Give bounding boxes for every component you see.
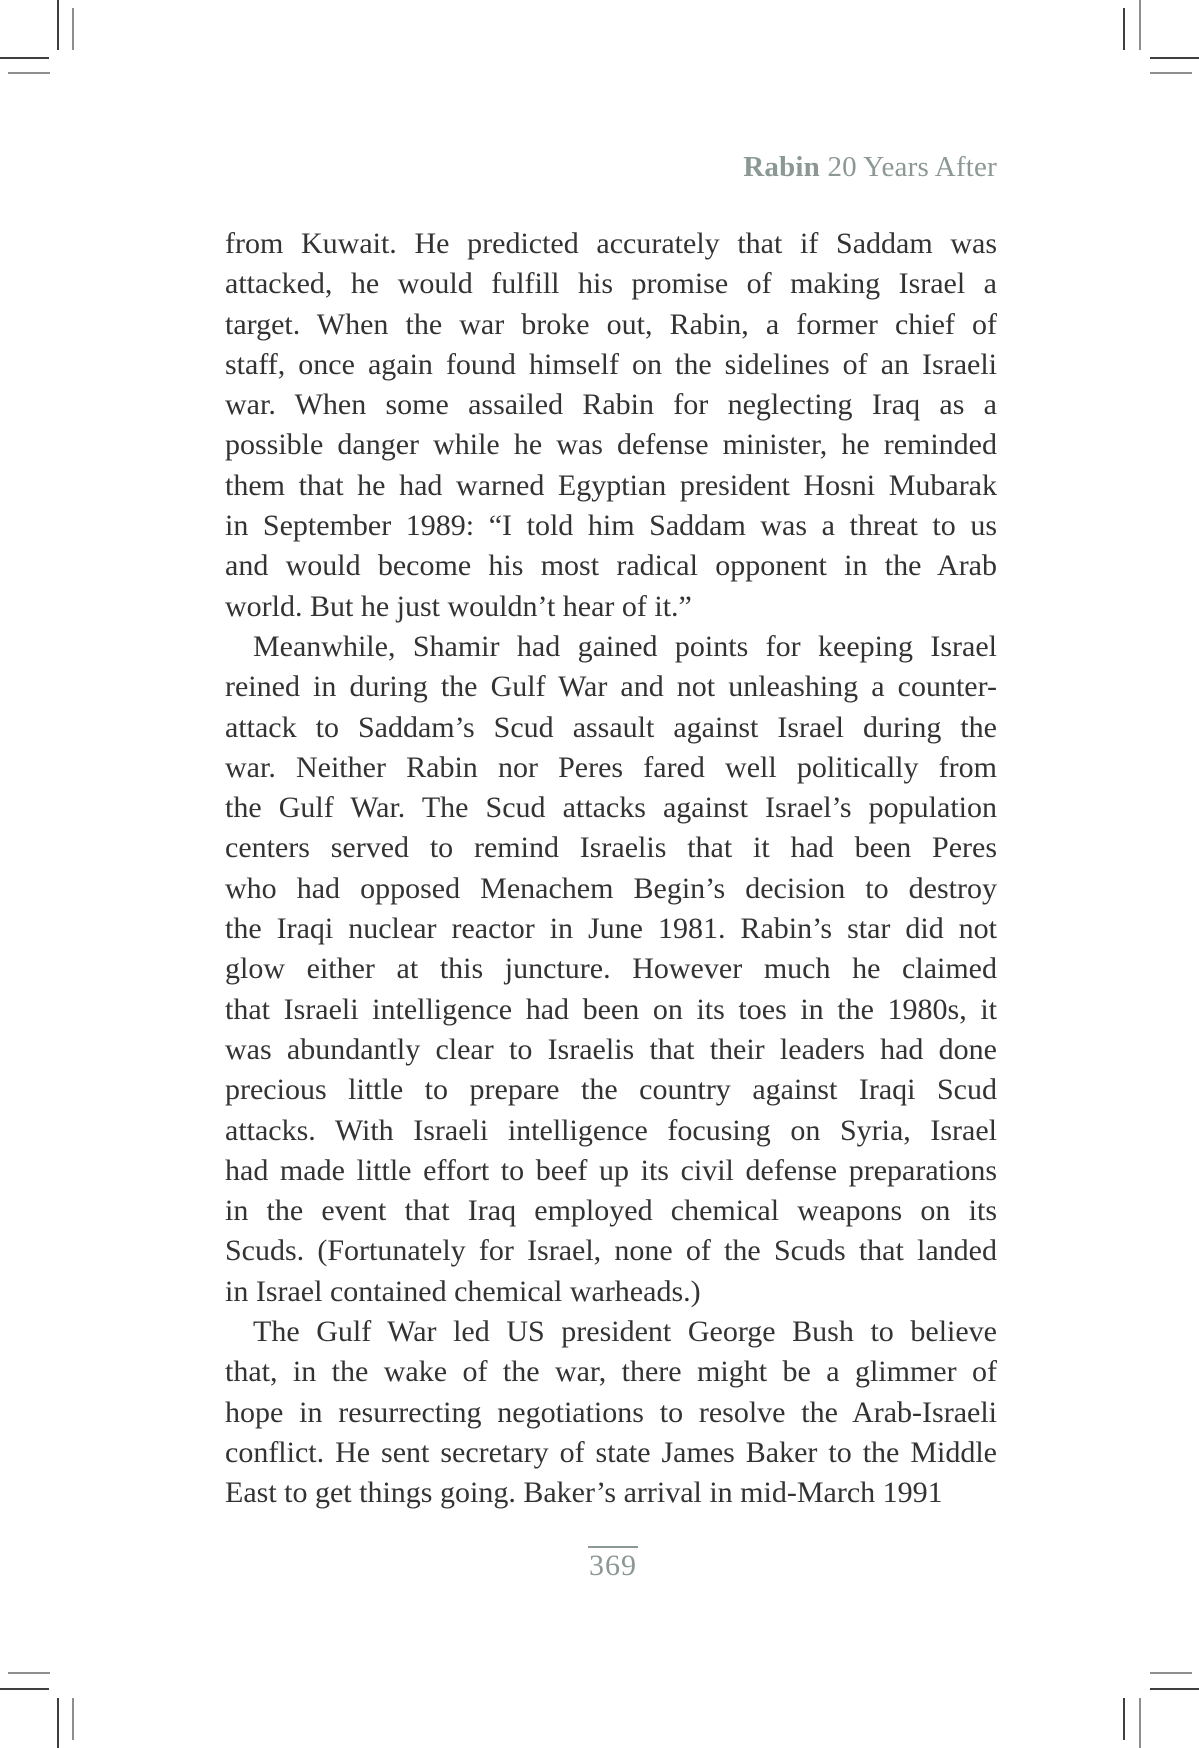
crop-mark — [1150, 57, 1199, 59]
text-line: glow either at this juncture. However much he claimed — [225, 952, 997, 986]
text-line: war. When some assailed Rabin for neglecting Iraq as a — [225, 388, 997, 422]
text-line: who had opposed Menachem Begin’s decision to destroy — [225, 871, 997, 905]
text-line: possible danger while he was defense minister, he reminded — [225, 428, 997, 462]
text-line: and would become his most radical opponent in the Arab — [225, 549, 997, 583]
text-line: staff, once again found himself on the sidelines of an Israeli — [225, 347, 997, 381]
text-line: target. When the war broke out, Rabin, a former chief of — [225, 307, 997, 341]
text-line: precious little to prepare the country against Iraqi Scud — [225, 1073, 997, 1107]
crop-mark — [0, 57, 49, 59]
text-line: the Iraqi nuclear reactor in June 1981. Rabin’s star did not — [225, 912, 997, 946]
text-line: from Kuwait. He predicted accurately that if Saddam was — [225, 227, 997, 260]
text-line: reined in during the Gulf War and not unleashing a counter- — [225, 670, 997, 704]
text-line: in Israel contained chemical warheads.) — [225, 1274, 701, 1308]
text-line: hope in resurrecting negotiations to resolve the Arab-Israeli — [225, 1395, 997, 1429]
text-line: in September 1989: “I told him Saddam was a threat to us — [225, 509, 997, 543]
page-number: 369 — [589, 1549, 637, 1582]
text-line: that, in the wake of the war, there might be a glimmer of — [225, 1355, 997, 1389]
text-line: was abundantly clear to Israelis that their leaders had done — [225, 1032, 997, 1066]
running-head — [225, 150, 997, 184]
crop-mark — [57, 1698, 59, 1748]
crop-mark — [1123, 8, 1125, 50]
text-line: East to get things going. Baker’s arrival in mid-March 1991 — [225, 1476, 943, 1510]
crop-mark — [1139, 0, 1141, 50]
crop-mark — [57, 0, 59, 50]
body-text — [225, 224, 997, 1514]
text-line: the Gulf War. The Scud attacks against Israel’s population — [225, 791, 997, 825]
crop-mark — [8, 1672, 50, 1674]
text-line: The Gulf War led US president George Bush to believe — [253, 1315, 997, 1349]
text-line: attack to Saddam’s Scud assault against Israel during the — [225, 710, 997, 744]
folio — [227, 1546, 999, 1581]
crop-mark — [1139, 1698, 1141, 1748]
text-line: war. Neither Rabin nor Peres fared well politically from — [225, 750, 997, 784]
text-line: Meanwhile, Shamir had gained points for keeping Israel — [253, 629, 997, 663]
running-head-subtitle: 20 Years After — [820, 151, 997, 183]
text-line: them that he had warned Egyptian president Hosni Mubarak — [225, 468, 997, 502]
text-line: that Israeli intelligence had been on its toes in the 1980s, it — [225, 992, 997, 1026]
paragraph-1 — [225, 224, 997, 627]
crop-mark — [1150, 72, 1192, 74]
crop-mark — [1150, 1672, 1192, 1674]
text-line: attacks. With Israeli intelligence focusing on Syria, Israel — [225, 1113, 997, 1147]
crop-mark — [1150, 1688, 1199, 1690]
text-line: centers served to remind Israelis that it had been Peres — [225, 831, 997, 865]
paragraph-2 — [225, 627, 997, 1312]
running-head-book-title: Rabin — [743, 151, 820, 183]
text-line: attacked, he would fulfill his promise of making Israel a — [225, 267, 997, 301]
crop-mark — [1123, 1698, 1125, 1740]
crop-mark — [72, 8, 74, 50]
folio-rule — [588, 1546, 638, 1548]
text-line: had made little effort to beef up its civil defense preparations — [225, 1153, 997, 1187]
crop-mark — [8, 72, 50, 74]
text-line: world. But he just wouldn’t hear of it.” — [225, 589, 692, 623]
crop-mark — [0, 1688, 49, 1690]
text-line: conflict. He sent secretary of state James Baker to the Middle — [225, 1435, 997, 1469]
crop-mark — [72, 1698, 74, 1740]
text-line: in the event that Iraq employed chemical weapons on its — [225, 1194, 997, 1228]
text-line: Scuds. (Fortunately for Israel, none of the Scuds that landed — [225, 1234, 997, 1268]
paragraph-3 — [225, 1312, 997, 1513]
